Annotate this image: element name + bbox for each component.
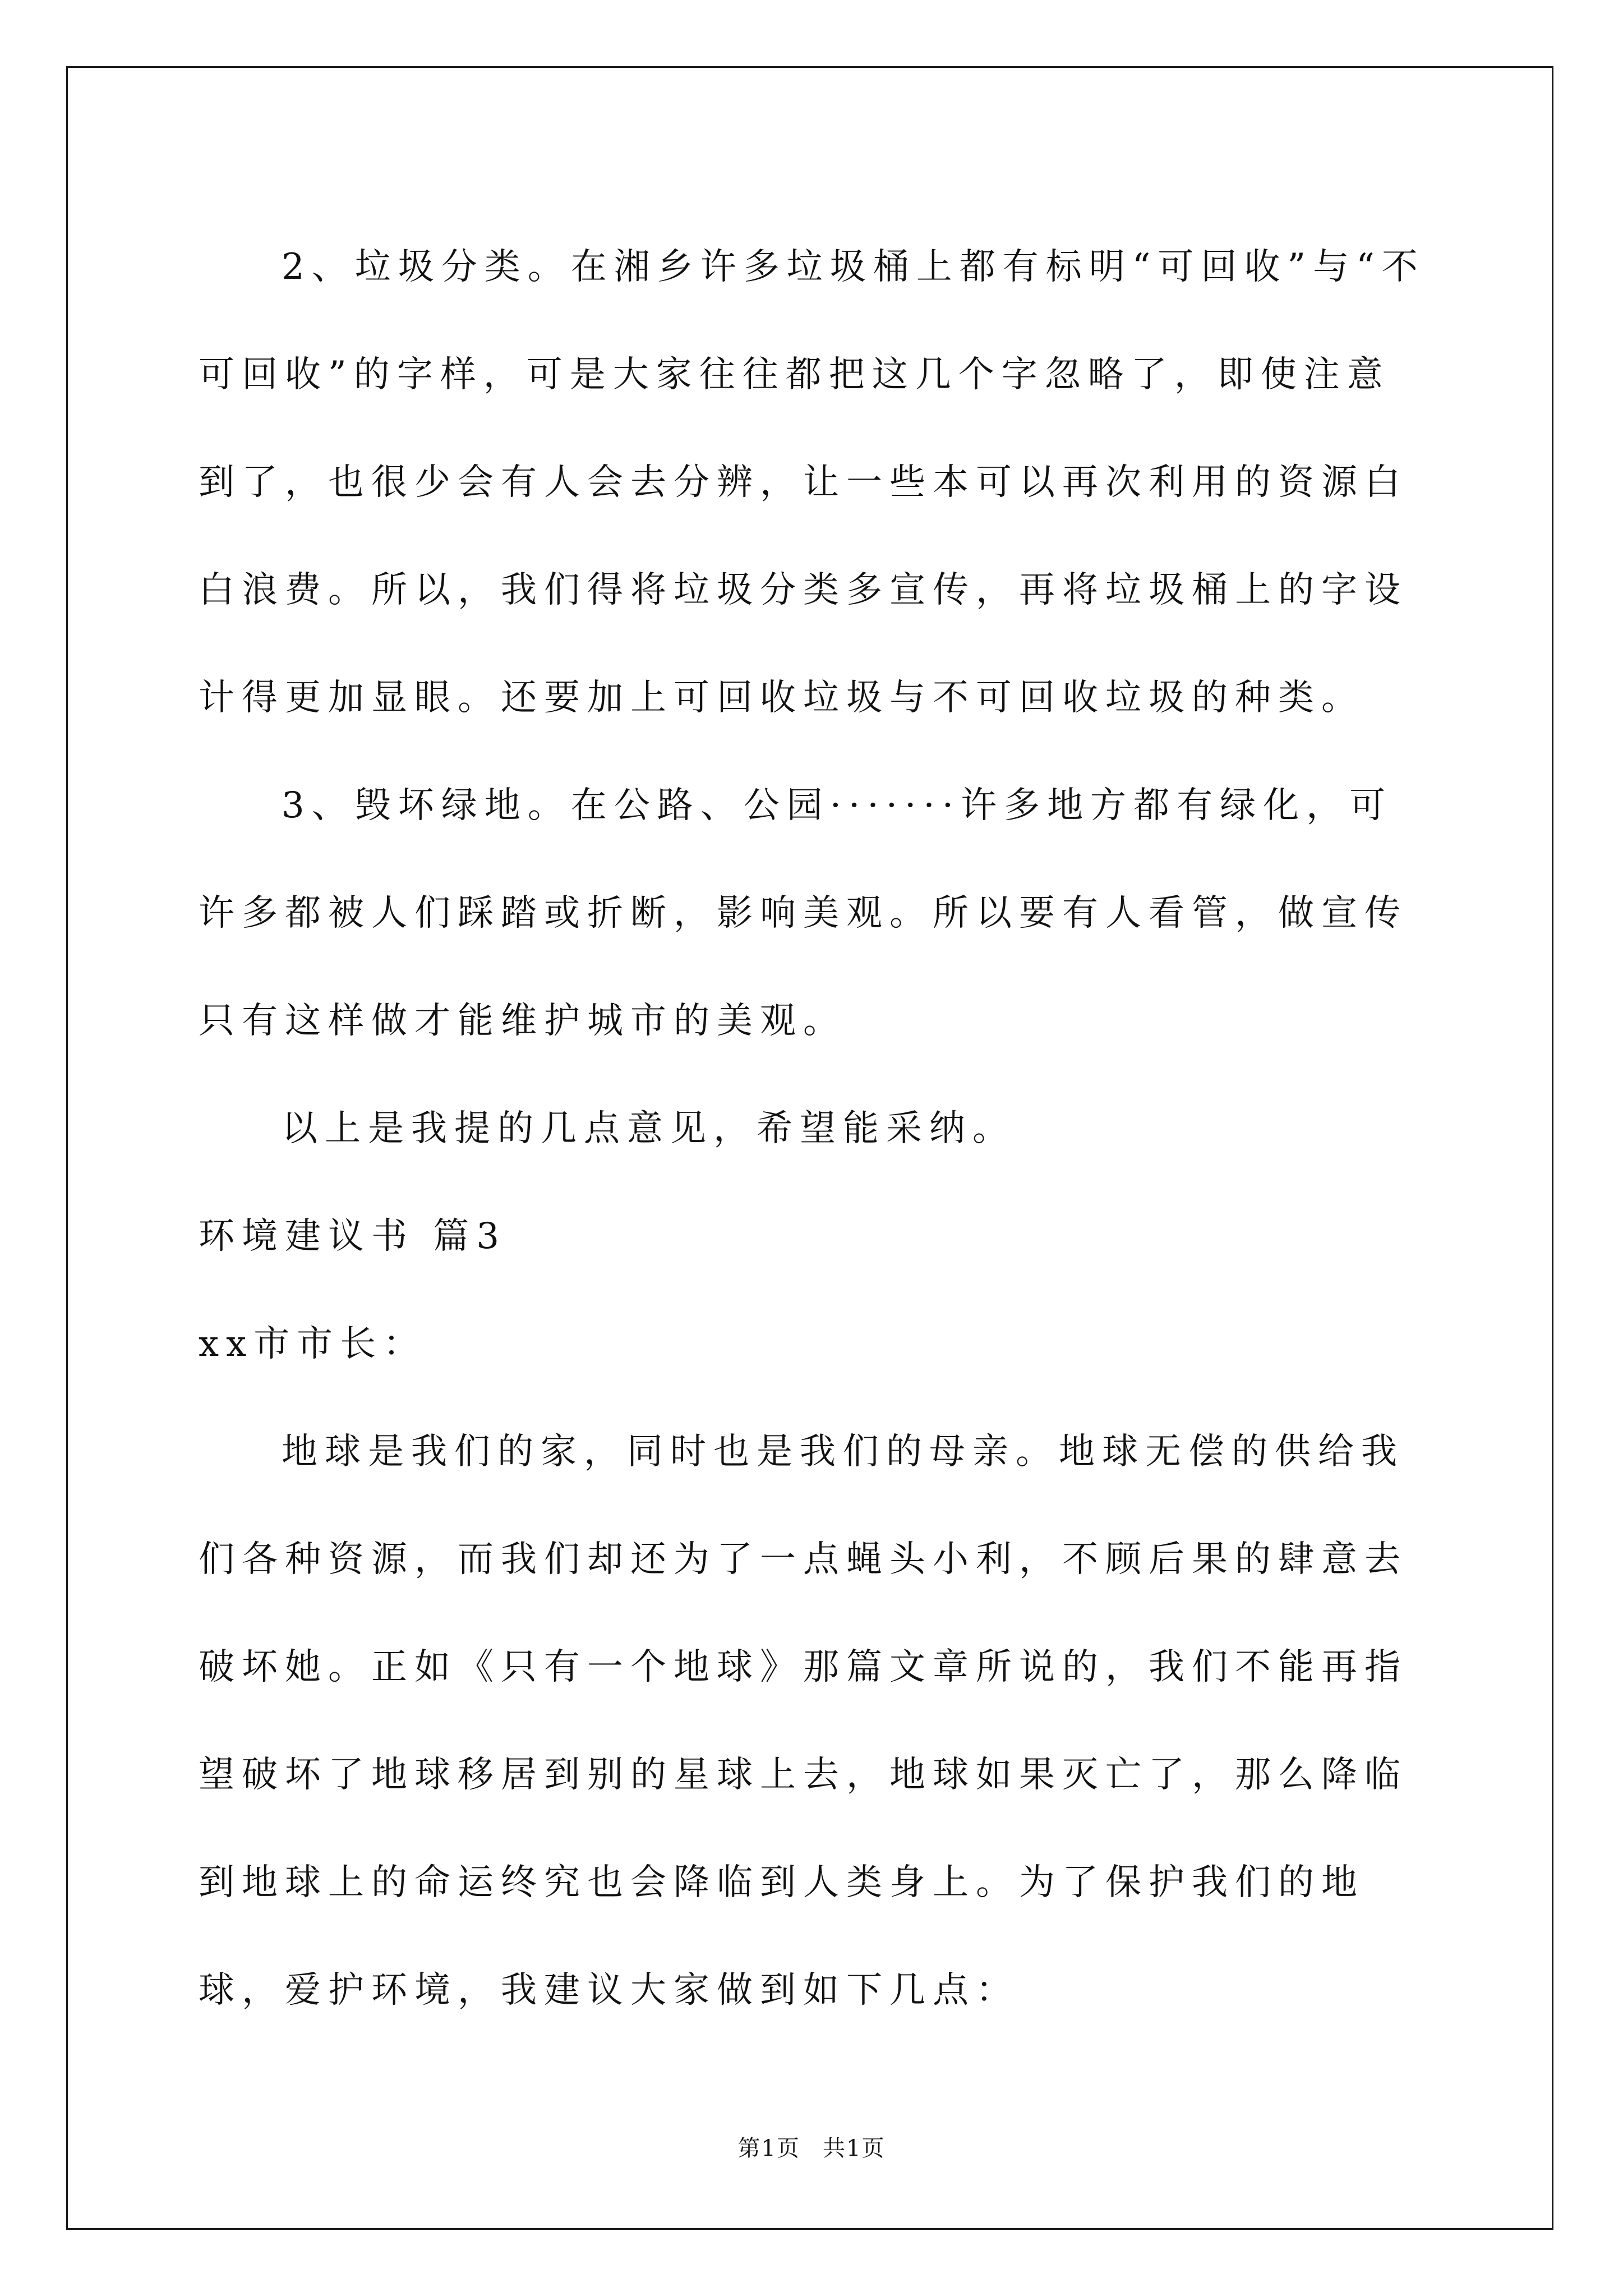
section-heading: 环境建议书 篇3 bbox=[199, 1216, 507, 1257]
paragraph-closing: 以上是我提的几点意见，希望能采纳。 bbox=[282, 1108, 1016, 1149]
page-footer bbox=[0, 2132, 1623, 2165]
paragraph-green-space: 3、毁坏绿地。在公路、公园·······许多地方都有绿化，可许多都被人们踩踏或折断，影响美观。所以要有人看管，做宣传只有这样做才能维护城市的美观。 bbox=[199, 785, 1408, 1042]
page-number-total: 共1页 bbox=[823, 2136, 886, 2161]
document-body bbox=[199, 213, 1432, 2044]
page-number-current: 第1页 bbox=[737, 2136, 800, 2161]
paragraph-garbage-sorting: 2、垃圾分类。在湘乡许多垃圾桶上都有标明“可回收”与“不可回收”的字样，可是大家往往都把这几个字忽略了，即使注意到了，也很少会有人会去分辨，让一些本可以再次利用的资源白白浪费。所以，我们得将垃圾分类多宣传，再将垃圾桶上的字设计得更加显眼。还要加上可回收垃圾与不可回收垃圾的种类。 bbox=[199, 246, 1425, 719]
salutation: xx市市长： bbox=[199, 1323, 427, 1365]
paragraph-earth: 地球是我们的家，同时也是我们的母亲。地球无偿的供给我们各种资源，而我们却还为了一点蝇头小利，不顾后果的肆意去破坏她。正如《只有一个地球》那篇文章所说的，我们不能再指望破坏了地球移居到别的星球上去，地球如果灭亡了，那么降临到地球上的命运终究也会降临到人类身上。为了保护我们的地球，爱护环境，我建议大家做到如下几点： bbox=[199, 1431, 1408, 2011]
